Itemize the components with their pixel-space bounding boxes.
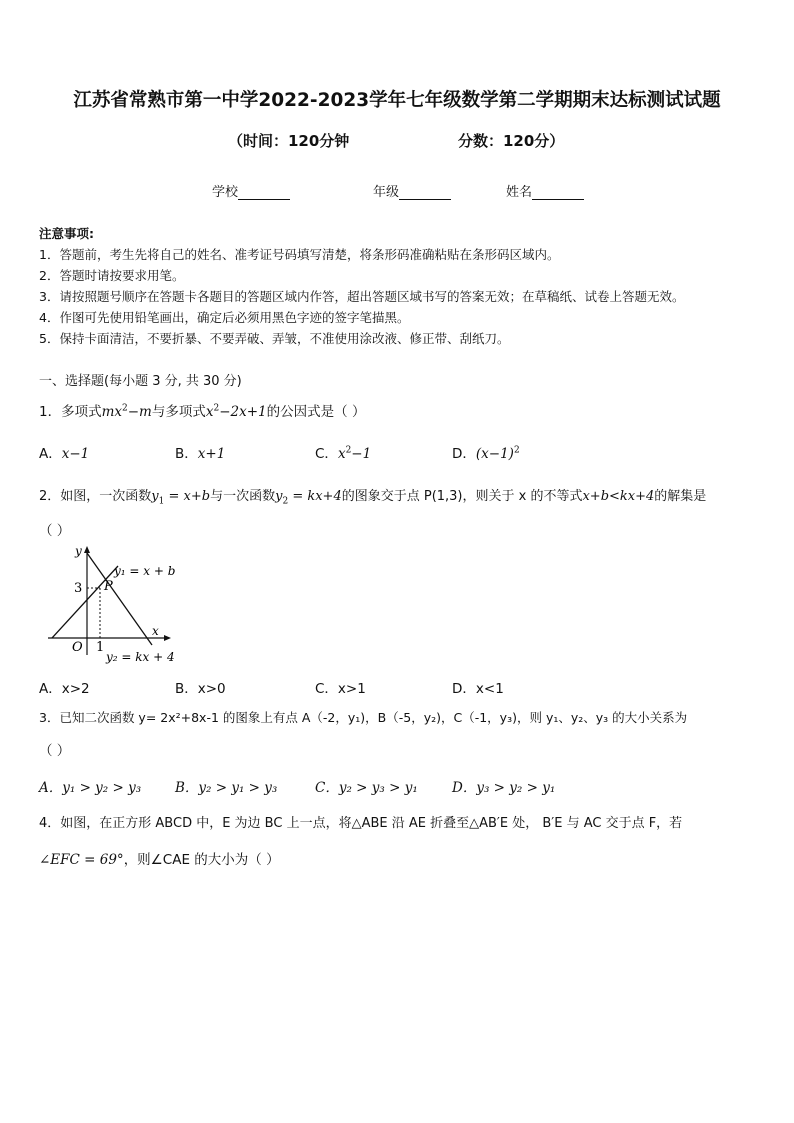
name-label: 姓名: [506, 185, 533, 200]
q1-option-a: A．x−1: [39, 446, 90, 462]
line-y1: [52, 566, 118, 638]
q2-option-c: C．x>1: [315, 681, 366, 697]
q2-option-b: B．x>0: [175, 681, 226, 697]
notice-item: 4．作图可先使用铅笔画出，确定后必须用黑色字迹的签字笔描黑。: [39, 310, 410, 325]
question-4-line-1: 4．如图，在正方形 ABCD 中，E 为边 BC 上一点，将△ABE 沿 AE 折叠至△AB′E 处， B′E 与 AC 交于点 F，若: [39, 816, 683, 831]
name-field: [506, 181, 584, 200]
y-axis-arrow: [84, 546, 90, 553]
x-axis-arrow: [164, 635, 171, 641]
grade-label: 年级: [373, 185, 400, 200]
q2-option-d: D．x<1: [452, 681, 504, 697]
exam-title: 江苏省常熟市第一中学2022-2023学年七年级数学第二学期期末达标测试试题: [73, 90, 721, 111]
q3-option-c: C．y₂ > y₃ > y₁: [315, 780, 418, 796]
q3-option-d: D．y₃ > y₂ > y₁: [452, 780, 556, 796]
q1-option-c: C．$x^2-1$: [315, 445, 372, 462]
q2-option-a: A．x>2: [39, 681, 90, 697]
question-4-line-2: ∠EFC = 69°，则∠CAE 的大小为（ ）: [39, 852, 280, 868]
x-tick-label: 1: [96, 640, 105, 655]
q3-option-b: B．y₂ > y₁ > y₃: [175, 780, 278, 796]
notice-item: 2．答题时请按要求用笔。: [39, 268, 185, 283]
q3-answer-paren: （ ）: [39, 743, 71, 759]
notice-item: 1．答题前，考生先将自己的姓名、准考证号码填写清楚，将条形码准确粘贴在条形码区域内。: [39, 247, 560, 262]
school-blank: [238, 187, 290, 200]
exam-score: 分数：120分）: [458, 132, 565, 150]
notice-item: 5．保持卡面清洁，不要折暴、不要弄破、弄皱，不准使用涂改液、修正带、刮纸刀。: [39, 331, 510, 346]
school-field: [212, 181, 290, 200]
q1-option-d: D．$(x-1)^2$: [452, 445, 520, 462]
exam-time: （时间：120分钟: [228, 132, 350, 150]
question-3: 3．已知二次函数 y= 2x²+8x-1 的图象上有点 A（-2，y₁)，B（-5，y₂)，C（-1，y₃)，则 y₁、y₂、y₃ 的大小关系为: [39, 710, 688, 725]
origin-label: O: [72, 640, 83, 655]
question-1: 1．多项式$mx^2-m$与多项式$x^2-2x+1$的公因式是（ ）: [39, 403, 366, 420]
x-axis-label: x: [152, 624, 159, 638]
notice-heading: 注意事项:: [39, 226, 94, 241]
line-y2-label: y₂ = kx + 4: [106, 650, 175, 664]
q1-option-b: B．x+1: [175, 446, 226, 462]
grade-field: [373, 181, 451, 200]
question-2: 2．如图，一次函数$y_1 = x+b$与一次函数$y_2 = kx+4$的图象交于点 P(1,3)，则关于 x 的不等式x+b<kx+4的解集是: [39, 489, 707, 507]
grade-blank: [399, 187, 451, 200]
name-blank: [532, 187, 584, 200]
y-tick-label: 3: [74, 581, 83, 596]
school-label: 学校: [212, 185, 239, 200]
q2-function-graph: [40, 543, 190, 668]
q2-answer-paren: （ ）: [39, 523, 71, 539]
notice-item: 3．请按照题号顺序在答题卡各题目的答题区域内作答，超出答题区域书写的答案无效；在草稿纸、试卷上答题无效。: [39, 289, 685, 304]
point-p-label: P: [104, 579, 113, 594]
y-axis-label: y: [75, 544, 82, 558]
section-heading: 一、选择题(每小题 3 分, 共 30 分): [39, 374, 242, 389]
line-y1-label: y₁ = x + b: [114, 564, 176, 578]
q3-option-a: A．y₁ > y₂ > y₃: [39, 780, 142, 796]
